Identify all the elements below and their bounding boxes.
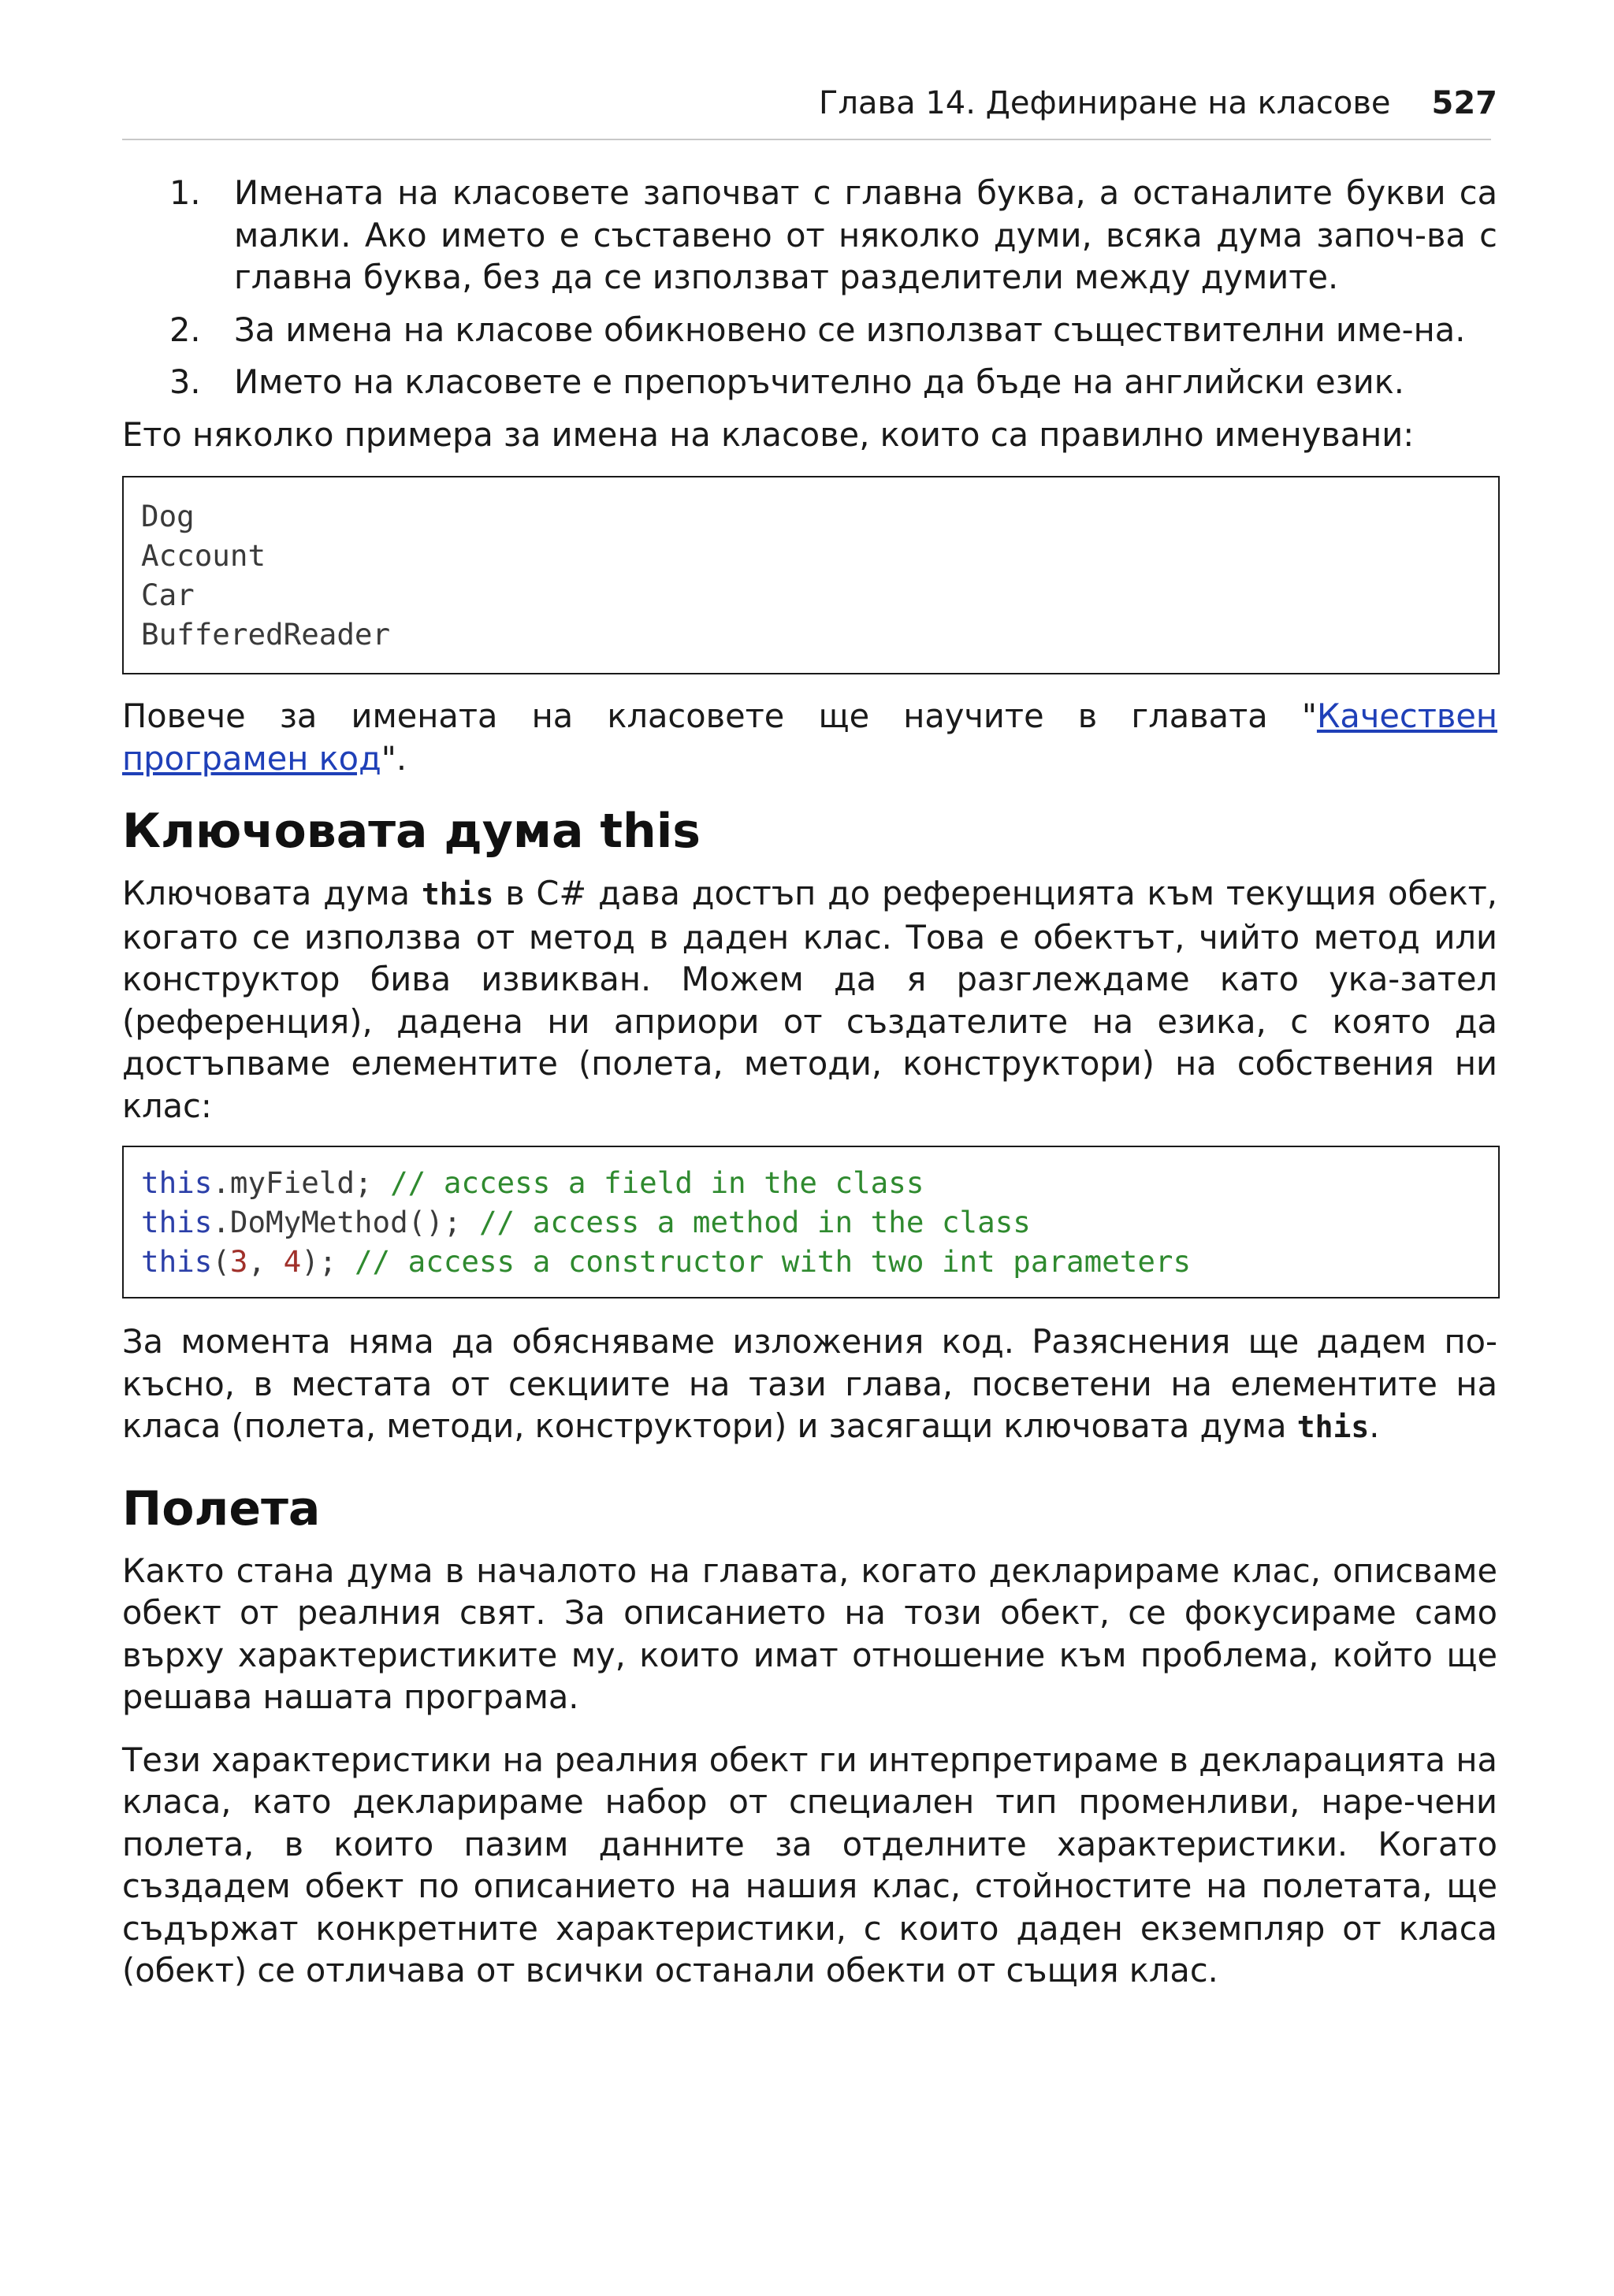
section-heading-this: Ключовата дума this <box>122 804 701 859</box>
fields-paragraph-2: Тези характеристики на реалния обект ги интерпретираме в декларацията на класа, като декларираме набор от специален тип променливи, наре-чени полета, в които пазим данните за отделните характеристики. Когато създадем обект по описанието на нашия клас, стойностите на полетата, ще съдържат конкретните характеристики, с които даден екземпляр от класа (обект) се отличава от всички останали обекти от същия клас. <box>122 1740 1497 1989</box>
code-line: Account <box>141 538 266 573</box>
code-comment: // access a field in the class <box>390 1165 924 1200</box>
running-header <box>122 82 1497 124</box>
this-description <box>122 872 1497 1127</box>
text-run: Ключовата дума <box>122 874 422 912</box>
header-divider <box>122 139 1491 140</box>
page-number: 527 <box>1431 85 1497 121</box>
code-text: .myField; <box>212 1165 391 1200</box>
list-number: 3. <box>169 362 201 401</box>
inline-code-this: this <box>1296 1410 1370 1444</box>
code-comment: // access a constructor with two int parameters <box>354 1244 1192 1279</box>
code-line: BufferedReader <box>141 617 391 652</box>
code-keyword: this <box>141 1205 213 1239</box>
quality-code-chapter-link[interactable]: Качествен програмен код <box>122 697 1497 778</box>
code-text: ); <box>301 1244 355 1279</box>
fields-paragraph-1: Както стана дума в началото на главата, когато декларираме клас, описваме обект от реалния свят. За описанието на този обект, се фокусираме само върху характеристиките му, които имат отношение към проблема, който ще решава нашата програма. <box>122 1551 1497 1716</box>
code-line: Car <box>141 578 195 612</box>
text-run: Повече за имената на класовете ще научите в главата " <box>122 697 1317 735</box>
page-body <box>122 172 1497 1992</box>
code-text: , <box>247 1244 284 1279</box>
list-item-text: Името на класовете е препоръчително да бъде на английски език. <box>234 362 1404 401</box>
code-number: 3 <box>229 1244 248 1279</box>
text-run: . <box>1369 1406 1380 1445</box>
code-keyword: this <box>141 1165 213 1200</box>
list-number: 1. <box>169 173 201 212</box>
code-line: Dog <box>141 499 195 533</box>
text-run: в C# дава достъп до референцията към текущия обект, когато се използва от метод в даден клас. Това е обектът, чийто метод или конструктор бива извикван. Можем да я разглеждаме като ука-зател (референция), дадена ни априори от създателите на езика, с която да достъпваме елементите (полета, методи, конструктори) на собствения ни клас: <box>122 874 1497 1125</box>
code-text: .DoMyMethod(); <box>212 1205 479 1239</box>
code-comment: // access a method in the class <box>478 1205 1031 1239</box>
list-item <box>122 172 1497 299</box>
this-usage-code <box>122 1146 1500 1298</box>
naming-rules-list <box>122 172 1497 403</box>
code-text: ( <box>212 1244 230 1279</box>
list-item-text: Имената на класовете започват с главна буква, а останалите букви са малки. Ако името е съставено от няколко думи, всяка дума започ-ва с главна буква, без да се използват разделители между думите. <box>234 173 1497 296</box>
list-number: 2. <box>169 310 201 349</box>
code-keyword: this <box>141 1244 213 1279</box>
examples-intro: Ето няколко примера за имена на класове, които са правилно именувани: <box>122 414 1415 454</box>
chapter-title: Глава 14. Дефиниране на класове <box>819 85 1391 121</box>
list-item <box>122 361 1497 403</box>
code-line <box>141 1202 1481 1242</box>
code-line <box>141 1163 1481 1202</box>
list-item <box>122 309 1497 351</box>
section-heading-fields: Полета <box>122 1481 321 1536</box>
more-info-paragraph <box>122 695 1497 779</box>
text-run: За момента няма да обясняваме изложения код. Разяснения ще дадем по-късно, в местата от секциите на тази глава, посветени на елементите на класа (полета, методи, конструктори) и засягащи ключовата дума <box>122 1322 1497 1445</box>
class-name-examples-code <box>122 476 1500 674</box>
code-number: 4 <box>283 1244 302 1279</box>
inline-code-this: this <box>421 877 494 912</box>
list-item-text: За имена на класове обикновено се използват съществителни име-на. <box>234 310 1466 349</box>
code-line <box>141 1242 1481 1281</box>
text-run: ". <box>381 738 407 778</box>
this-explanation <box>122 1321 1497 1449</box>
